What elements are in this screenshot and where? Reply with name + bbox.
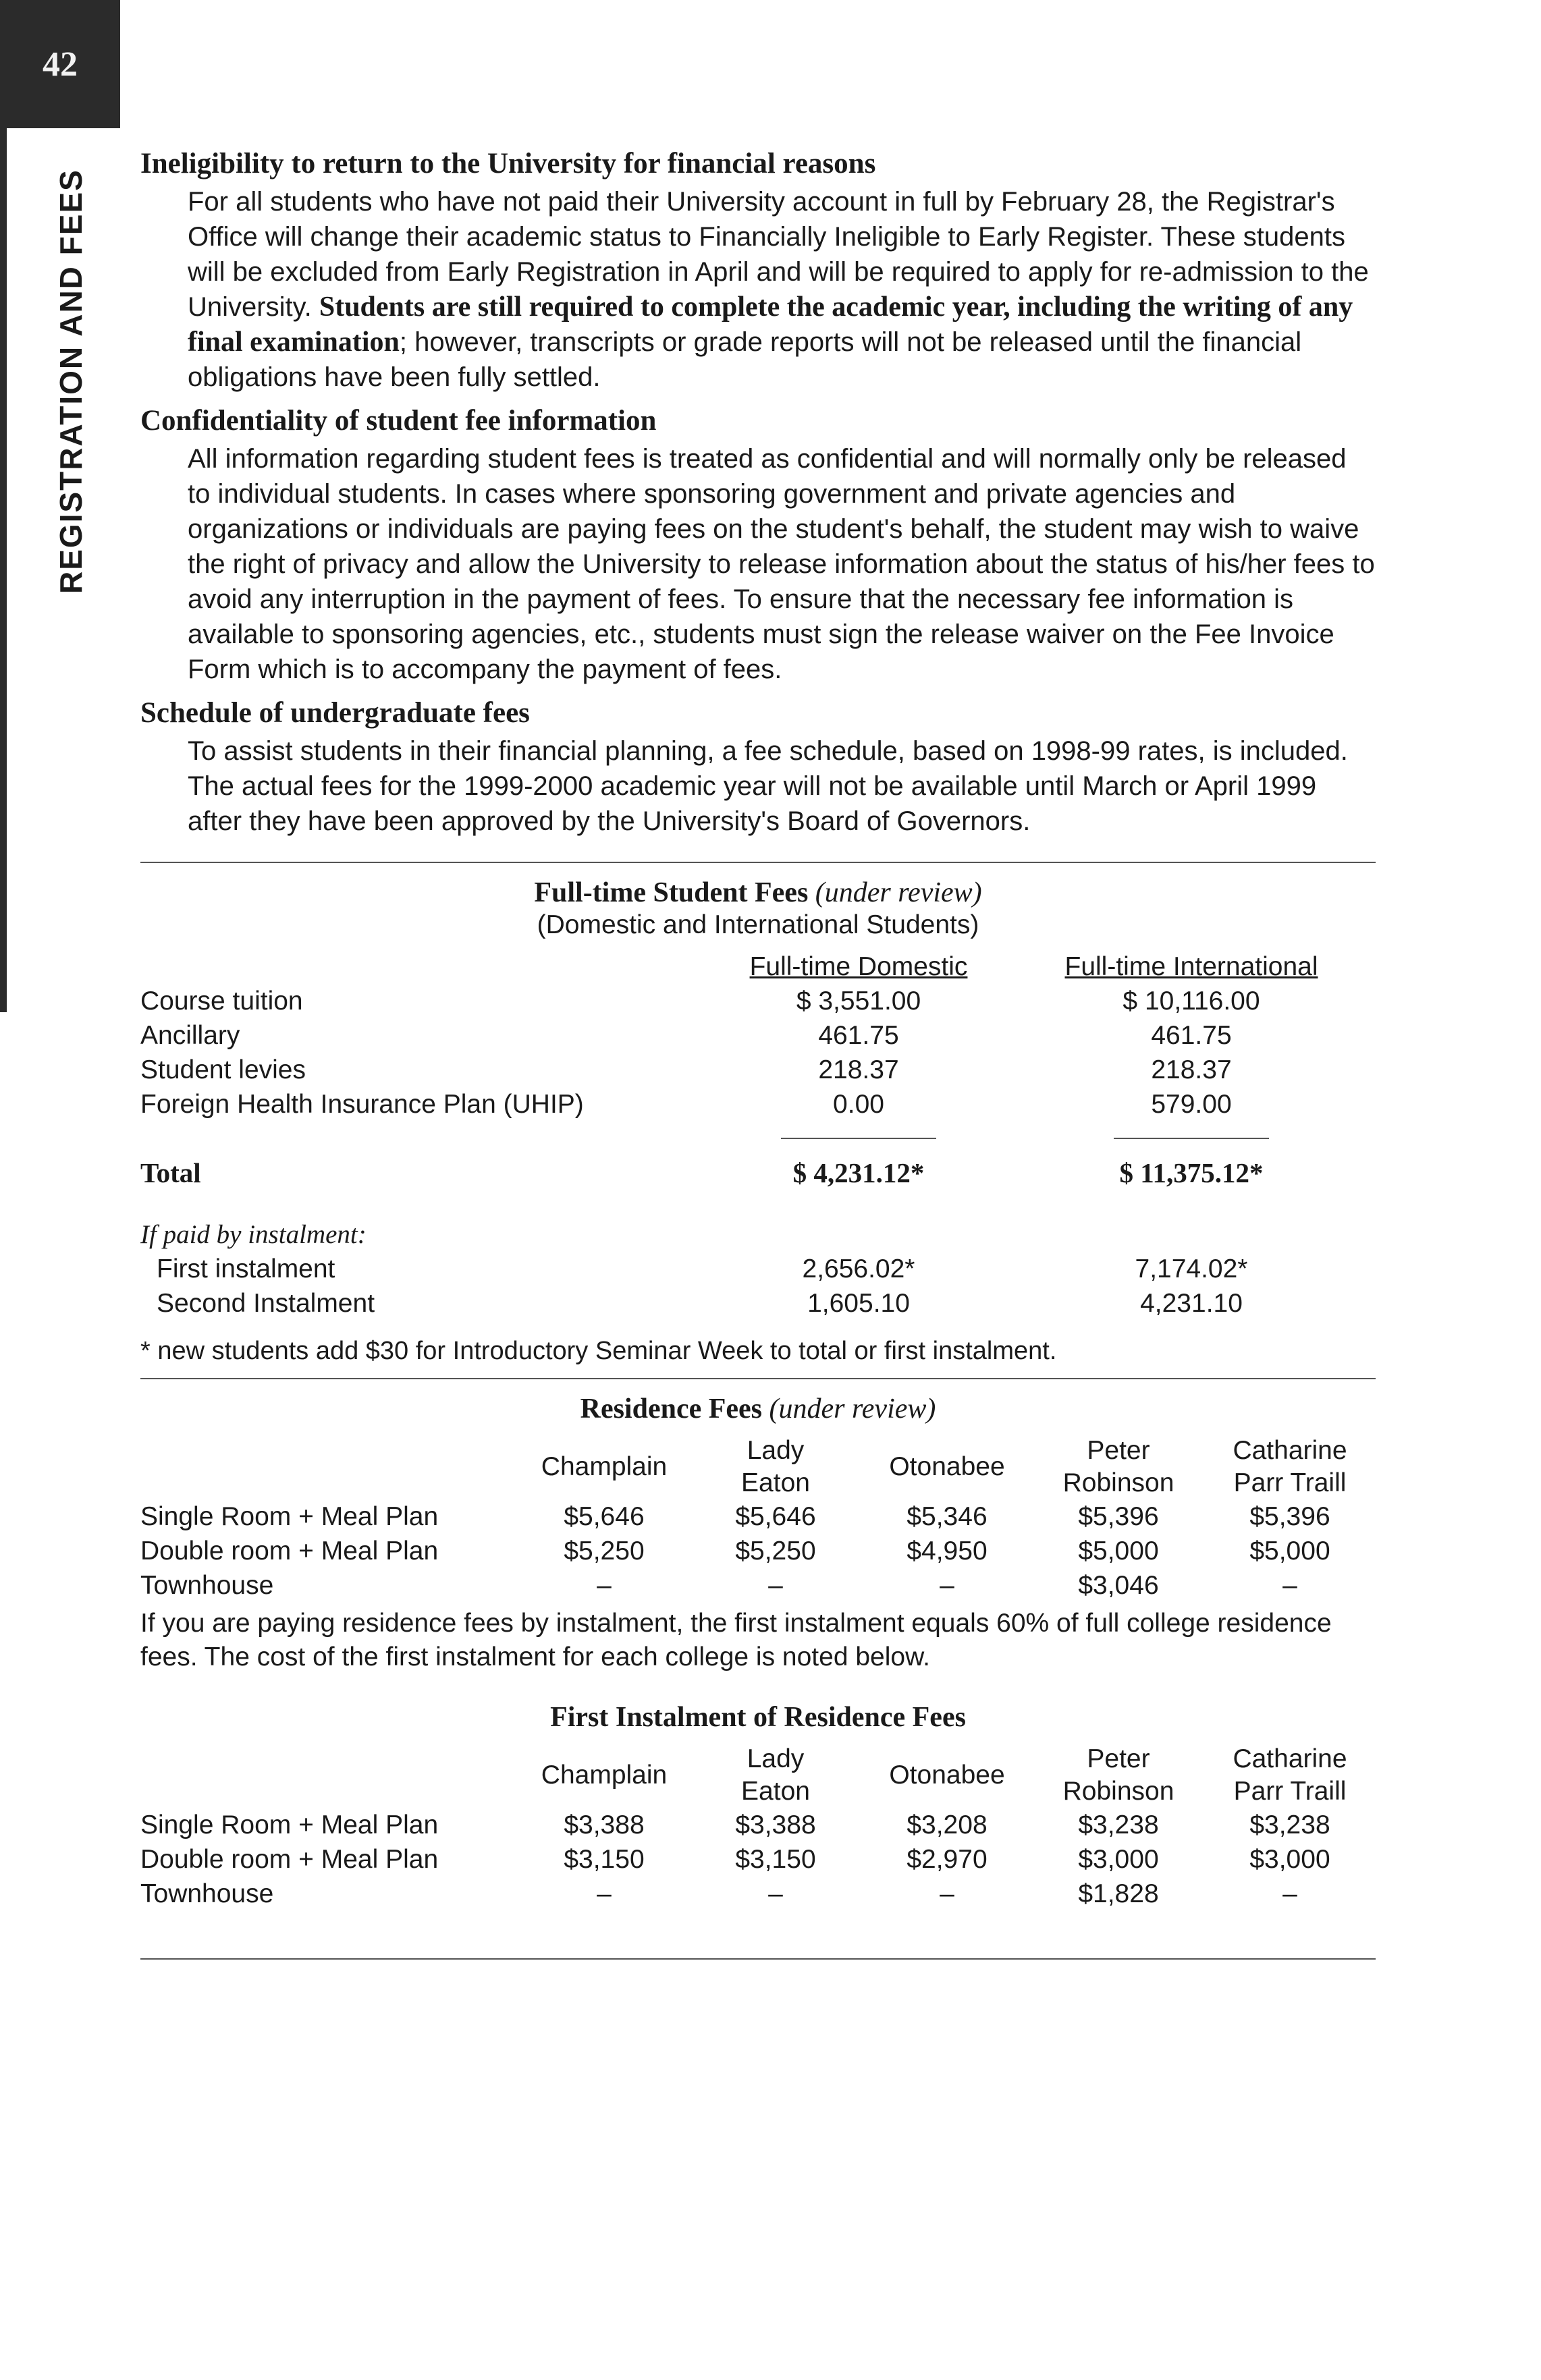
column-header-lady-eaton: Lady Eaton [741, 1436, 810, 1497]
sum-rule-row [140, 1122, 1376, 1156]
table-row: Townhouse – – – $3,046 – [140, 1571, 1297, 1600]
table-row: Double room + Meal Plan $5,250 $5,250 $4,950 $5,000 $5,000 [140, 1537, 1330, 1566]
section-text-confidentiality: All information regarding student fees is treated as confidential and will normally only be released to individual students. In cases where sponsoring government and private agencies and organizations or individuals are paying fees on the student's behalf, the student may wish to waive the right of privacy and allow the University to release information about the status of his/her fees to avoid any interruption in the payment of fees. To ensure that the necessary fee information is available to sponsoring agencies, etc., students must sign the release waiver on the Fee Invoice Form which is to accompany the payment of fees. [188, 444, 1375, 684]
section-heading-schedule: Schedule of undergraduate fees [140, 697, 530, 729]
fulltime-fees-title: Full-time Student Fees (under review) [534, 877, 982, 908]
table-row: Ancillary 461.75 461.75 [140, 1021, 1232, 1050]
fulltime-fees-table [140, 949, 1376, 1321]
divider [140, 1378, 1376, 1379]
page-number: 42 [0, 0, 120, 128]
section-text-ineligibility: For all students who have not paid their University account in full by February 28, the Registrar's Office will change their academic status to Financially Ineligible to Early Register. These students will be excluded from Early Registration in April and will be required to apply for re-admission to the University. Students are still required to complete the academic year, including the writing of any final examination; however, transcripts or grade reports will not be released until the financial obligations have been fully settled. [188, 187, 1369, 392]
total-row: Total $ 4,231.12* $ 11,375.12* [140, 1157, 1264, 1188]
column-header-champlain: Champlain [541, 1452, 668, 1481]
section-heading-ineligibility: Ineligibility to return to the University for financial reasons [140, 148, 876, 179]
page-content [140, 147, 1376, 1973]
fees-footnote: * new students add $30 for Introductory Seminar Week to total or first instalment. [140, 1337, 1057, 1365]
column-header-otonabee: Otonabee [889, 1761, 1005, 1790]
residence-fees-title: Residence Fees (under review) [580, 1393, 936, 1424]
emphasis-text: Students are still required to complete the academic year, including the writing of any final examination [188, 292, 1353, 358]
table-row: Single Room + Meal Plan $3,388 $3,388 $3,208 $3,238 $3,238 [140, 1810, 1330, 1839]
column-header-catharine-parr-traill: Catharine Parr Traill [1233, 1436, 1347, 1497]
table-row: Student levies 218.37 218.37 [140, 1055, 1232, 1084]
residence-fees-table [140, 1435, 1376, 1603]
table-row: Townhouse – – – $1,828 – [140, 1879, 1297, 1908]
fulltime-fees-subtitle: (Domestic and International Students) [537, 910, 979, 939]
column-header-peter-robinson: Peter Robinson [1062, 1744, 1174, 1806]
table-row: Foreign Health Insurance Plan (UHIP) 0.00 579.00 [140, 1090, 1232, 1119]
side-tab-bar [0, 128, 7, 1012]
section-text-schedule: To assist students in their financial planning, a fee schedule, based on 1998-99 rates, is included. The actual fees for the 1999-2000 academic year will not be available until March or April 1999 after they have been approved by the University's Board of Governors. [188, 736, 1348, 836]
section-heading-confidentiality: Confidentiality of student fee information [140, 405, 657, 437]
column-header-domestic: Full-time Domestic [749, 952, 968, 981]
sum-rule [1114, 1138, 1269, 1147]
column-header-international: Full-time International [1064, 952, 1318, 981]
column-header-peter-robinson: Peter Robinson [1062, 1436, 1174, 1497]
table-row: Course tuition $ 3,551.00 $ 10,116.00 [140, 987, 1260, 1016]
column-header-lady-eaton: Lady Eaton [741, 1744, 810, 1806]
instalment-heading-row: If paid by instalment: [140, 1220, 367, 1249]
sum-rule [781, 1138, 936, 1147]
first-instalment-title: First Instalment of Residence Fees [550, 1702, 966, 1733]
table-row: First instalment 2,656.02* 7,174.02* [157, 1254, 1248, 1283]
divider [140, 862, 1376, 863]
column-header-champlain: Champlain [541, 1761, 668, 1790]
table-header-row [140, 1435, 1376, 1499]
divider [140, 1958, 1376, 1960]
column-header-catharine-parr-traill: Catharine Parr Traill [1233, 1744, 1347, 1806]
residence-instalment-note: If you are paying residence fees by instalment, the first instalment equals 60% of full college residence fees. The cost of the first instalment for each college is noted below. [140, 1609, 1332, 1671]
table-row: Second Instalment 1,605.10 4,231.10 [157, 1289, 1243, 1318]
table-row: Double room + Meal Plan $3,150 $3,150 $2,970 $3,000 $3,000 [140, 1845, 1330, 1874]
first-instalment-table [140, 1743, 1376, 1911]
table-header-row [140, 1743, 1376, 1808]
section-side-label: REGISTRATION AND FEES [53, 169, 88, 594]
table-row: Single Room + Meal Plan $5,646 $5,646 $5,346 $5,396 $5,396 [140, 1502, 1330, 1531]
column-header-otonabee: Otonabee [889, 1452, 1005, 1481]
table-header-row [140, 949, 1376, 984]
